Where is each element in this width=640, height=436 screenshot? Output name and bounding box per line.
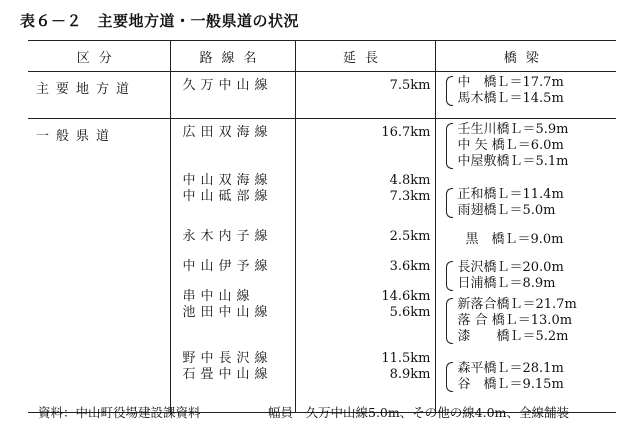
route-length: 3.6km [389, 259, 431, 274]
bridge-entry: 谷 橋Ｌ＝9.15m [457, 377, 564, 392]
brace-mark [446, 261, 453, 291]
road-status-table [28, 40, 616, 413]
route-group [171, 229, 295, 259]
bridge-group [436, 229, 617, 259]
route-length: 4.8km [389, 173, 431, 188]
route-length: 16.7km [381, 125, 431, 140]
bridge-group [436, 122, 617, 173]
header-row [28, 41, 616, 72]
brace-mark [446, 188, 453, 218]
bridge-entry: 中屋敷橋Ｌ＝5.1m [457, 154, 569, 169]
major-road-row [28, 72, 616, 119]
bridge-group [436, 173, 617, 229]
route-name: 石畳中山線 [182, 367, 273, 382]
source-note: 資料：中山町役場建設課資料 [38, 405, 201, 420]
bridge-group [436, 295, 617, 355]
bridge-entry: 雨翅橋Ｌ＝5.0m [457, 203, 556, 218]
bridge-entry: 馬木橋Ｌ＝14.5m [457, 91, 564, 106]
bridge-entry: 新落合橋Ｌ＝21.7m [457, 297, 577, 312]
route-name: 中山双海線 [182, 173, 273, 188]
bridge-entry: 中 橋Ｌ＝17.7m [457, 75, 564, 90]
length-group [296, 173, 435, 229]
length-group [296, 125, 435, 173]
bridge-entry: 正和橋Ｌ＝11.4m [457, 187, 564, 202]
bridge-group [436, 75, 617, 107]
route-group [171, 351, 295, 383]
bridge-entry: 長沢橋Ｌ＝20.0m [457, 260, 564, 275]
route-name: 中山伊予線 [182, 259, 273, 274]
route-name: 中山砥部線 [182, 189, 273, 204]
bridge-group [436, 259, 617, 295]
route-name: 野中長沢線 [182, 351, 273, 366]
general-road-row [28, 119, 616, 413]
length-group [296, 259, 435, 289]
route-length: 7.3km [389, 189, 431, 204]
header-category: 区分 [28, 41, 170, 72]
table-title: 表６－２ 主要地方道・一般県道の状況 [20, 12, 300, 30]
route-length: 14.6km [381, 289, 431, 304]
length-group [296, 289, 435, 351]
route-name: 広田双海線 [182, 125, 273, 140]
bridge-group [436, 355, 617, 393]
route-length: 5.6km [389, 305, 431, 320]
bridge-entry: 落 合 橋Ｌ＝13.0m [457, 313, 573, 328]
brace-mark [446, 362, 453, 392]
route-length: 11.5km [381, 351, 431, 366]
route-length: 8.9km [389, 367, 431, 382]
width-note: 幅員 久万中山線5.0m、その他の線4.0m、全線舗装 [268, 405, 569, 420]
header-route-name: 路線名 [170, 41, 295, 72]
bridge-entry: 中 矢 橋Ｌ＝6.0m [457, 138, 564, 153]
brace-mark [446, 123, 453, 169]
brace-mark [446, 76, 453, 106]
route-group [171, 173, 295, 229]
bridge-entry: 漆 橋Ｌ＝5.2m [457, 329, 569, 344]
route-group [171, 259, 295, 289]
header-bridges: 橋梁 [435, 41, 616, 72]
bridge-entry: 日浦橋Ｌ＝8.9m [457, 276, 556, 291]
brace-mark [446, 298, 453, 344]
route-group [171, 125, 295, 173]
header-length: 延長 [295, 41, 435, 72]
route-length: 7.5km [389, 78, 431, 93]
category-major: 主要地方道 [36, 82, 137, 97]
route-name: 久万中山線 [182, 78, 273, 93]
bridge-entry: 森平橋Ｌ＝28.1m [457, 361, 564, 376]
length-group [296, 351, 435, 383]
route-name: 串中山線 [182, 289, 255, 304]
route-group [171, 289, 295, 351]
route-name: 池田中山線 [182, 305, 273, 320]
route-name: 永木内子線 [182, 229, 273, 244]
length-group [296, 229, 435, 259]
bridge-entry: 黒 橋Ｌ＝9.0m [465, 232, 564, 247]
route-length: 2.5km [389, 229, 431, 244]
bridge-entry: 壬生川橋Ｌ＝5.9m [457, 122, 569, 137]
category-general: 一般県道 [36, 129, 117, 144]
